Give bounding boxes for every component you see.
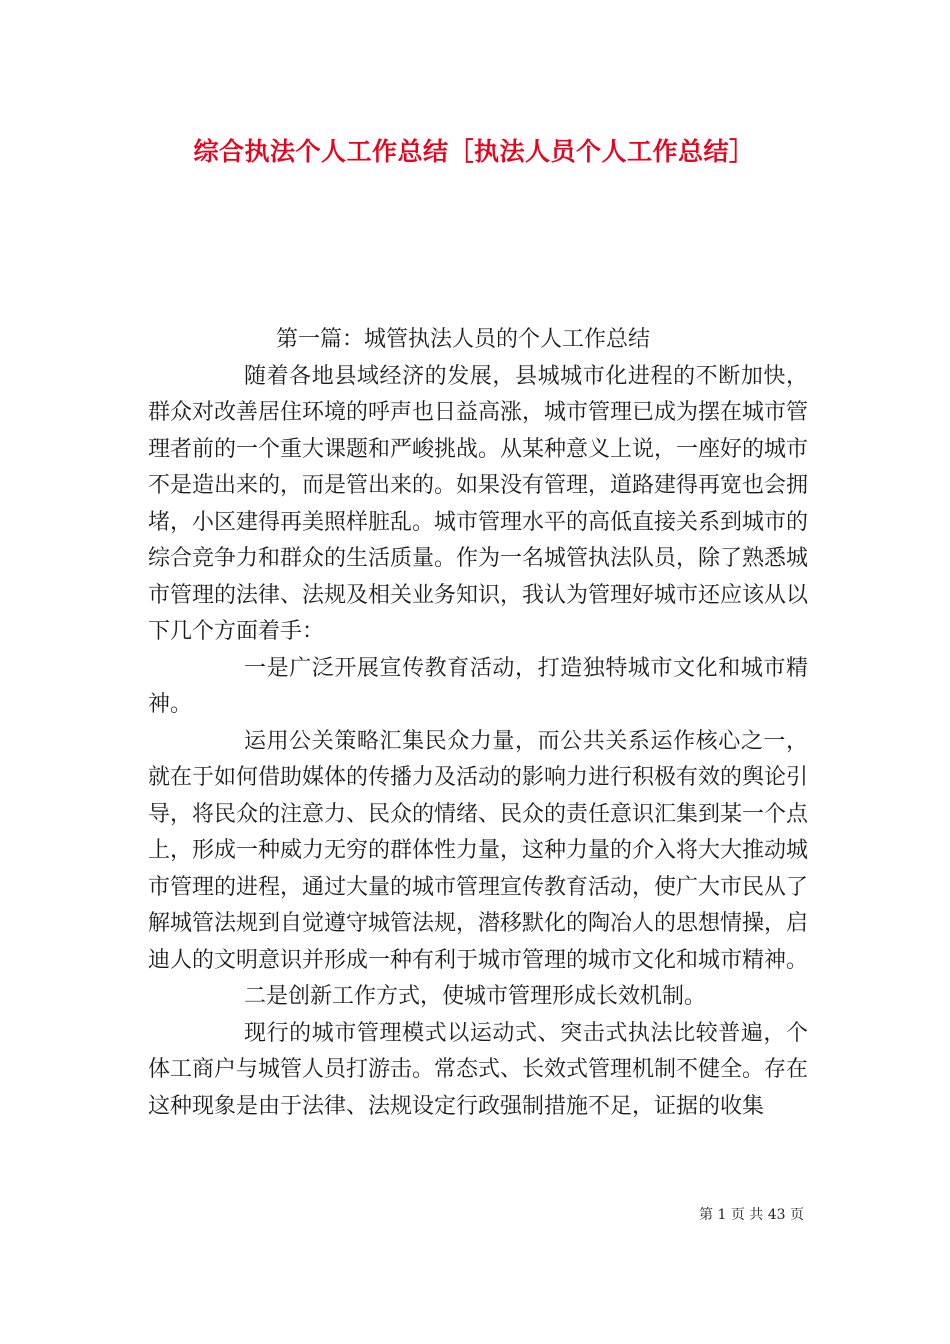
paragraph: 现行的城市管理模式以运动式、突击式执法比较普遍，个体工商户与城管人员打游击。常态式、长效式管理机制不健全。存在这种现象是由于法律、法规设定行政强制措施不足，证据的收集 (148, 1020, 809, 1119)
document-body (148, 322, 808, 1125)
page-number-footer: 第 1 页 共 43 页 (699, 1207, 804, 1223)
paragraph: 随着各地县域经济的发展，县城城市化进程的不断加快，群众对改善居住环境的呼声也日益高涨，城市管理已成为摆在城市管理者前的一个重大课题和严峻挑战。从某种意义上说，一座好的城市不是造出来的，而是管出来的。如果没有管理，道路建得再宽也会拥堵，小区建得再美照样脏乱。城市管理水平的高低直接关系到城市的综合竞争力和群众的生活质量。作为一名城管执法队员，除了熟悉城市管理的法律、法规及相关业务知识，我认为管理好城市还应该从以下几个方面着手： (148, 363, 809, 644)
paragraph: 二是创新工作方式，使城市管理形成长效机制。 (244, 984, 707, 1009)
section-heading: 第一篇：城管执法人员的个人工作总结 (276, 327, 651, 352)
paragraph: 一是广泛开展宣传教育活动，打造独特城市文化和城市精神。 (148, 655, 808, 717)
document-title: 综合执法个人工作总结［执法人员个人工作总结］ (193, 137, 755, 166)
paragraph: 运用公关策略汇集民众力量，而公共关系运作核心之一，就在于如何借助媒体的传播力及活动的影响力进行积极有效的舆论引导，将民众的注意力、民众的情绪、民众的责任意识汇集到某一个点上，形成一种威力无穷的群体性力量，这种力量的介入将大大推动城市管理的进程，通过大量的城市管理宣传教育活动，使广大市民从了解城管法规到自觉遵守城管法规，潜移默化的陶冶人的思想情操，启迪人的文明意识并形成一种有利于城市管理的城市文化和城市精神。 (148, 728, 809, 973)
